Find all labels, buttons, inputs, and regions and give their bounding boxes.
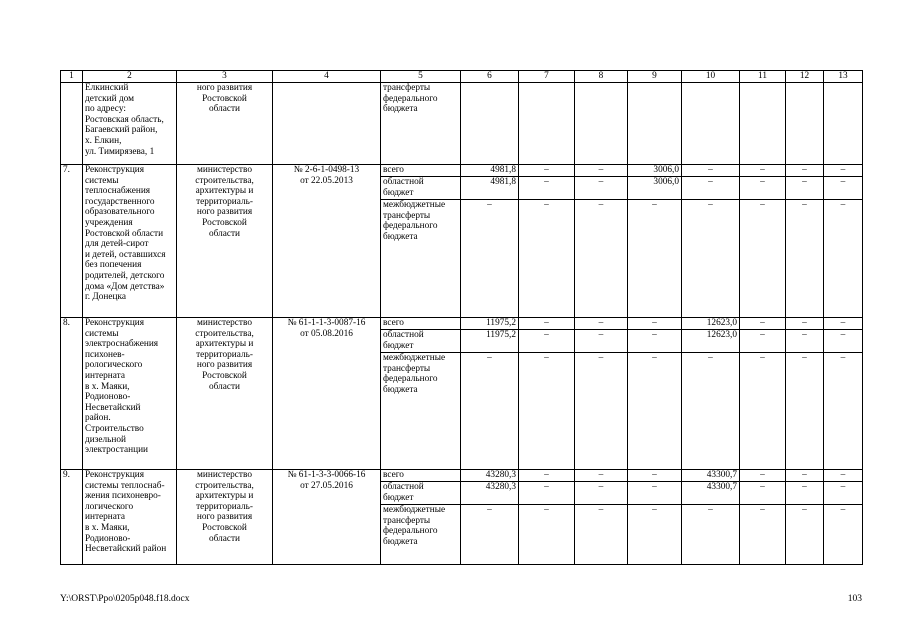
funding-source-cell: межбюджетные трансферты федерального бюджета xyxy=(381,353,461,470)
header-cell: 8 xyxy=(575,71,628,83)
header-cell: 2 xyxy=(83,71,177,83)
value-cell xyxy=(519,83,575,165)
page-number: 103 xyxy=(847,594,862,604)
value-cell: 4981,8 xyxy=(461,177,519,200)
row-number-cell xyxy=(61,83,83,165)
funding-source-cell: всего xyxy=(381,165,461,177)
value-cell: – xyxy=(824,470,863,482)
value-cell: – xyxy=(519,200,575,318)
value-cell: – xyxy=(575,470,628,482)
value-cell: – xyxy=(824,318,863,330)
document-cell xyxy=(273,83,381,165)
value-cell: 12623,0 xyxy=(682,330,740,353)
file-path-footer: Y:\ORST\Ppo\0205p048.f18.docx xyxy=(60,594,190,604)
value-cell: – xyxy=(740,318,786,330)
value-cell: – xyxy=(786,470,824,482)
value-cell: 3006,0 xyxy=(628,165,682,177)
header-cell: 5 xyxy=(381,71,461,83)
value-cell: – xyxy=(786,505,824,565)
value-cell xyxy=(824,83,863,165)
funding-source-cell: трансферты федерального бюджета xyxy=(381,83,461,165)
project-row xyxy=(61,470,863,482)
document-cell: № 2-6-1-0498-13 от 22.05.2013 xyxy=(273,165,381,318)
value-cell: – xyxy=(740,165,786,177)
row-number-cell: 8. xyxy=(61,318,83,470)
value-cell: – xyxy=(740,353,786,470)
value-cell: – xyxy=(519,482,575,505)
header-cell: 11 xyxy=(740,71,786,83)
value-cell xyxy=(682,83,740,165)
organization-cell: министерство строительства, архитектуры и территориаль- ного развития Ростовской области xyxy=(177,470,273,565)
value-cell: – xyxy=(519,165,575,177)
header-cell: 3 xyxy=(177,71,273,83)
value-cell xyxy=(786,83,824,165)
value-cell: – xyxy=(628,470,682,482)
funding-source-cell: всего xyxy=(381,470,461,482)
object-name-cell: Елкинский детский дом по адресу: Ростовская область, Багаевский район, х. Елкин, ул. Тимирязева, 1 xyxy=(83,83,177,165)
funding-source-cell: всего xyxy=(381,318,461,330)
value-cell: 43300,7 xyxy=(682,482,740,505)
value-cell: – xyxy=(575,482,628,505)
value-cell: – xyxy=(575,505,628,565)
value-cell: – xyxy=(786,318,824,330)
value-cell: – xyxy=(575,165,628,177)
header-cell: 6 xyxy=(461,71,519,83)
object-name-cell: Реконструкция системы теплоснабжения государственного образовательного учреждения Ростовской области для детей-сирот и детей, оставшихся без попечения родителей, детского дома «Дом детства» г. Донецка xyxy=(83,165,177,318)
funding-source-cell: межбюджетные трансферты федерального бюджета xyxy=(381,200,461,318)
value-cell: 43280,3 xyxy=(461,470,519,482)
organization-cell: министерство строительства, архитектуры и территориаль- ного развития Ростовской области xyxy=(177,318,273,470)
object-name-cell: Реконструкция системы электроснабжения психонев- рологического интерната в х. Маяки, Родионово- Несветайский район. Строительство дизельной электростанции xyxy=(83,318,177,470)
value-cell xyxy=(575,83,628,165)
value-cell: 3006,0 xyxy=(628,177,682,200)
project-row xyxy=(61,318,863,330)
value-cell: – xyxy=(824,330,863,353)
value-cell: – xyxy=(519,353,575,470)
value-cell: – xyxy=(740,200,786,318)
value-cell: – xyxy=(682,505,740,565)
project-row xyxy=(61,165,863,177)
value-cell: – xyxy=(628,330,682,353)
value-cell: – xyxy=(519,505,575,565)
value-cell: – xyxy=(786,482,824,505)
value-cell: – xyxy=(575,318,628,330)
value-cell: – xyxy=(682,200,740,318)
organization-cell: министерство строительства, архитектуры и территориаль- ного развития Ростовской области xyxy=(177,165,273,318)
value-cell: – xyxy=(628,353,682,470)
value-cell xyxy=(628,83,682,165)
value-cell: – xyxy=(824,165,863,177)
value-cell: – xyxy=(824,505,863,565)
value-cell: – xyxy=(740,482,786,505)
value-cell: 11975,2 xyxy=(461,330,519,353)
budget-table xyxy=(60,70,863,565)
organization-cell: ного развития Ростовской области xyxy=(177,83,273,165)
value-cell: – xyxy=(575,353,628,470)
value-cell: – xyxy=(740,330,786,353)
value-cell: – xyxy=(461,353,519,470)
document-cell: № 61-1-3-3-0066-16 от 27.05.2016 xyxy=(273,470,381,565)
value-cell xyxy=(461,83,519,165)
value-cell: 11975,2 xyxy=(461,318,519,330)
value-cell: – xyxy=(519,177,575,200)
header-cell: 12 xyxy=(786,71,824,83)
value-cell: – xyxy=(824,353,863,470)
value-cell: – xyxy=(786,353,824,470)
value-cell: – xyxy=(575,330,628,353)
value-cell: – xyxy=(682,353,740,470)
value-cell: – xyxy=(628,505,682,565)
header-cell: 4 xyxy=(273,71,381,83)
value-cell: – xyxy=(740,470,786,482)
value-cell: – xyxy=(461,200,519,318)
value-cell: – xyxy=(461,505,519,565)
value-cell xyxy=(740,83,786,165)
value-cell: – xyxy=(824,482,863,505)
header-cell: 10 xyxy=(682,71,740,83)
value-cell: 4981,8 xyxy=(461,165,519,177)
header-cell: 9 xyxy=(628,71,682,83)
value-cell: – xyxy=(786,165,824,177)
funding-source-cell: межбюджетные трансферты федерального бюджета xyxy=(381,505,461,565)
value-cell: – xyxy=(519,470,575,482)
object-name-cell: Реконструкция системы теплоснаб- жения психоневро- логического интерната в х. Маяки, Родионово- Несветайский район xyxy=(83,470,177,565)
value-cell: – xyxy=(786,177,824,200)
value-cell: – xyxy=(628,318,682,330)
row-number-cell: 9. xyxy=(61,470,83,565)
header-cell: 13 xyxy=(824,71,863,83)
value-cell: – xyxy=(682,177,740,200)
header-cell: 1 xyxy=(61,71,83,83)
funding-source-cell: областной бюджет xyxy=(381,330,461,353)
value-cell: – xyxy=(575,200,628,318)
funding-source-cell: областной бюджет xyxy=(381,482,461,505)
value-cell: – xyxy=(786,200,824,318)
document-cell: № 61-1-1-3-0087-16 от 05.08.2016 xyxy=(273,318,381,470)
value-cell: – xyxy=(682,165,740,177)
funding-source-cell: областной бюджет xyxy=(381,177,461,200)
value-cell: – xyxy=(786,330,824,353)
value-cell: 12623,0 xyxy=(682,318,740,330)
value-cell: – xyxy=(740,505,786,565)
value-cell: – xyxy=(519,330,575,353)
value-cell: – xyxy=(575,177,628,200)
value-cell: – xyxy=(824,200,863,318)
continuation-row xyxy=(61,83,863,165)
value-cell: – xyxy=(519,318,575,330)
value-cell: – xyxy=(628,482,682,505)
column-number-header xyxy=(61,71,863,83)
row-number-cell: 7. xyxy=(61,165,83,318)
value-cell: 43280,3 xyxy=(461,482,519,505)
value-cell: – xyxy=(824,177,863,200)
value-cell: – xyxy=(628,200,682,318)
value-cell: – xyxy=(740,177,786,200)
value-cell: 43300,7 xyxy=(682,470,740,482)
header-cell: 7 xyxy=(519,71,575,83)
